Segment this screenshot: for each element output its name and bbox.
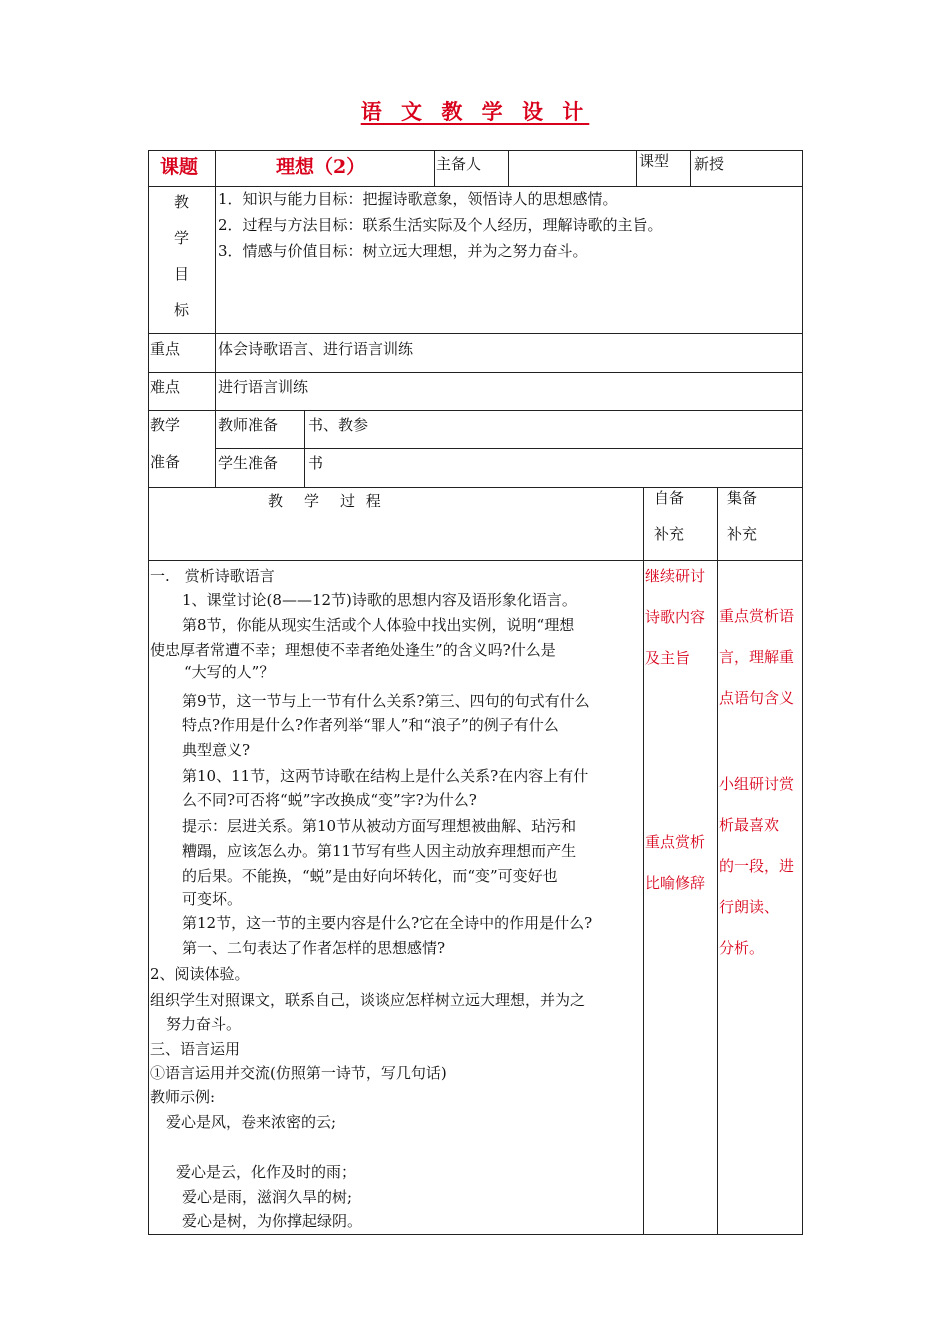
self-note-line: 继续研讨: [645, 567, 706, 585]
process-line: 第9节，这一节与上一节有什么关系?第三、四句的句式有什么: [182, 692, 590, 710]
group-note-line: 析最喜欢: [719, 816, 780, 834]
process-line: 1、课堂讨论(8——12节)诗歌的思想内容及语形象化语言。: [182, 591, 577, 609]
group-notes-group-1: [719, 596, 794, 719]
student-prep-value: 书: [308, 454, 324, 472]
self-supplement-header-line: 自备: [654, 489, 685, 507]
process-line: 三、语言运用: [150, 1040, 241, 1058]
process-line: 爱心是树，为你撑起绿阴。: [182, 1212, 363, 1230]
row-divider: [148, 410, 803, 411]
self-notes-group-1: [645, 556, 705, 679]
preparation-label-line-2: 准备: [150, 453, 181, 471]
process-line: “大写的人”？: [184, 663, 275, 681]
process-line: 第一、二句表达了作者怎样的思想感情?: [182, 939, 446, 957]
process-line: 爱心是雨，滋润久旱的树;: [182, 1188, 353, 1206]
process-line: 典型意义?: [182, 741, 251, 759]
self-note-line: 重点赏析: [645, 833, 706, 851]
group-supplement-header: [727, 480, 757, 552]
self-note-line: 诗歌内容: [645, 608, 706, 626]
column-divider: [636, 150, 637, 186]
objectives-label-char: 标: [173, 301, 189, 319]
page-title: 语 文 教 学 设 计: [360, 99, 590, 124]
column-divider: [304, 410, 305, 487]
process-line: 爱心是云，化作及时的雨；: [176, 1163, 357, 1181]
process-header: 教 学 过 程: [268, 492, 384, 510]
key-point-value: 体会诗歌语言、进行语言训练: [218, 340, 414, 358]
process-line: 第10、11节，这两节诗歌在结构上是什么关系?在内容上有什: [182, 767, 589, 785]
process-line: 可变坏。: [182, 890, 243, 908]
process-line: 教师示例:: [150, 1088, 216, 1106]
group-note-line: 点语句含义: [719, 689, 795, 707]
process-line: 的后果。不能换，“蜕”是由好向坏转化，而“变”可变好也: [182, 867, 558, 885]
objectives-label-char: 学: [173, 229, 189, 247]
row-divider: [148, 372, 803, 373]
column-divider: [508, 150, 509, 186]
column-divider: [215, 150, 216, 487]
kexing-value: 新授: [694, 155, 725, 173]
process-line: 努力奋斗。: [166, 1015, 242, 1033]
objective-item: 3．情感与价值目标：树立远大理想，并为之努力奋斗。: [218, 242, 588, 260]
group-supplement-header-line: 集备: [727, 489, 758, 507]
student-prep-label: 学生准备: [218, 454, 279, 472]
group-note-line: 的一段，进: [719, 857, 795, 875]
column-divider: [690, 150, 691, 186]
difficult-point-value: 进行语言训练: [218, 378, 309, 396]
self-note-line: 及主旨: [645, 649, 691, 667]
group-note-line: 言，理解重: [719, 648, 795, 666]
row-divider: [148, 487, 803, 488]
process-line: 特点?作用是什么?作者列举“罪人”和“浪子”的例子有什么: [182, 716, 559, 734]
process-line: 么不同?可否将“蜕”字改换成“变”字?为什么?: [182, 791, 477, 809]
group-notes-group-2: [719, 764, 794, 969]
group-note-line: 重点赏析语: [719, 607, 795, 625]
self-supplement-header-line: 补充: [654, 525, 685, 543]
objectives-label-char: 教: [173, 193, 189, 211]
preparation-label-line-1: 教学: [150, 416, 181, 434]
process-line: 糟蹋，应该怎么办。第11节写有些人因主动放弃理想而产生: [182, 842, 577, 860]
process-line: 爱心是风，卷来浓密的云;: [166, 1113, 337, 1131]
process-line: 第12节，这一节的主要内容是什么?它在全诗中的作用是什么?: [182, 914, 593, 932]
self-notes-group-2: [645, 822, 705, 904]
process-line: ①语言运用并交流(仿照第一诗节，写几句话): [150, 1064, 447, 1082]
column-divider: [643, 487, 644, 1235]
objective-item: 2．过程与方法目标：联系生活实际及个人经历，理解诗歌的主旨。: [218, 216, 663, 234]
keti-label: 课题: [160, 156, 199, 178]
objective-item: 1．知识与能力目标：把握诗歌意象，领悟诗人的思想感情。: [218, 190, 618, 208]
self-supplement-header: [654, 480, 684, 552]
process-line: 一. 赏析诗歌语言: [150, 567, 275, 585]
teacher-prep-value: 书、教参: [308, 416, 369, 434]
process-line: 2、阅读体验。: [150, 965, 250, 983]
objectives-list: [218, 186, 663, 264]
group-supplement-header-line: 补充: [727, 525, 758, 543]
objectives-label-char: 目: [173, 265, 189, 283]
kexing-label: 课型: [639, 152, 670, 170]
key-point-label: 重点: [150, 340, 181, 358]
group-note-line: 分析。: [719, 939, 765, 957]
row-divider: [148, 333, 803, 334]
group-note-line: 行朗读、: [719, 898, 780, 916]
group-note-line: 小组研讨赏: [719, 775, 795, 793]
process-line: 第8节，你能从现实生活或个人体验中找出实例，说明“理想: [182, 616, 575, 634]
process-line: 组织学生对照课文，联系自己，谈谈应怎样树立远大理想，并为之: [150, 991, 586, 1009]
teacher-prep-label: 教师准备: [218, 416, 279, 434]
difficult-point-label: 难点: [150, 378, 181, 396]
keti-value: 理想（2）: [276, 156, 366, 178]
objectives-label: [150, 184, 213, 328]
zhubei-label: 主备人: [436, 155, 482, 173]
column-divider: [717, 487, 718, 1235]
process-line: 提示：层进关系。第10节从被动方面写理想被曲解、玷污和: [182, 817, 577, 835]
self-note-line: 比喻修辞: [645, 874, 706, 892]
process-line: 使忠厚者常遭不幸；理想使不幸者绝处逢生”的含义吗?什么是: [150, 641, 556, 659]
column-divider: [434, 150, 435, 186]
